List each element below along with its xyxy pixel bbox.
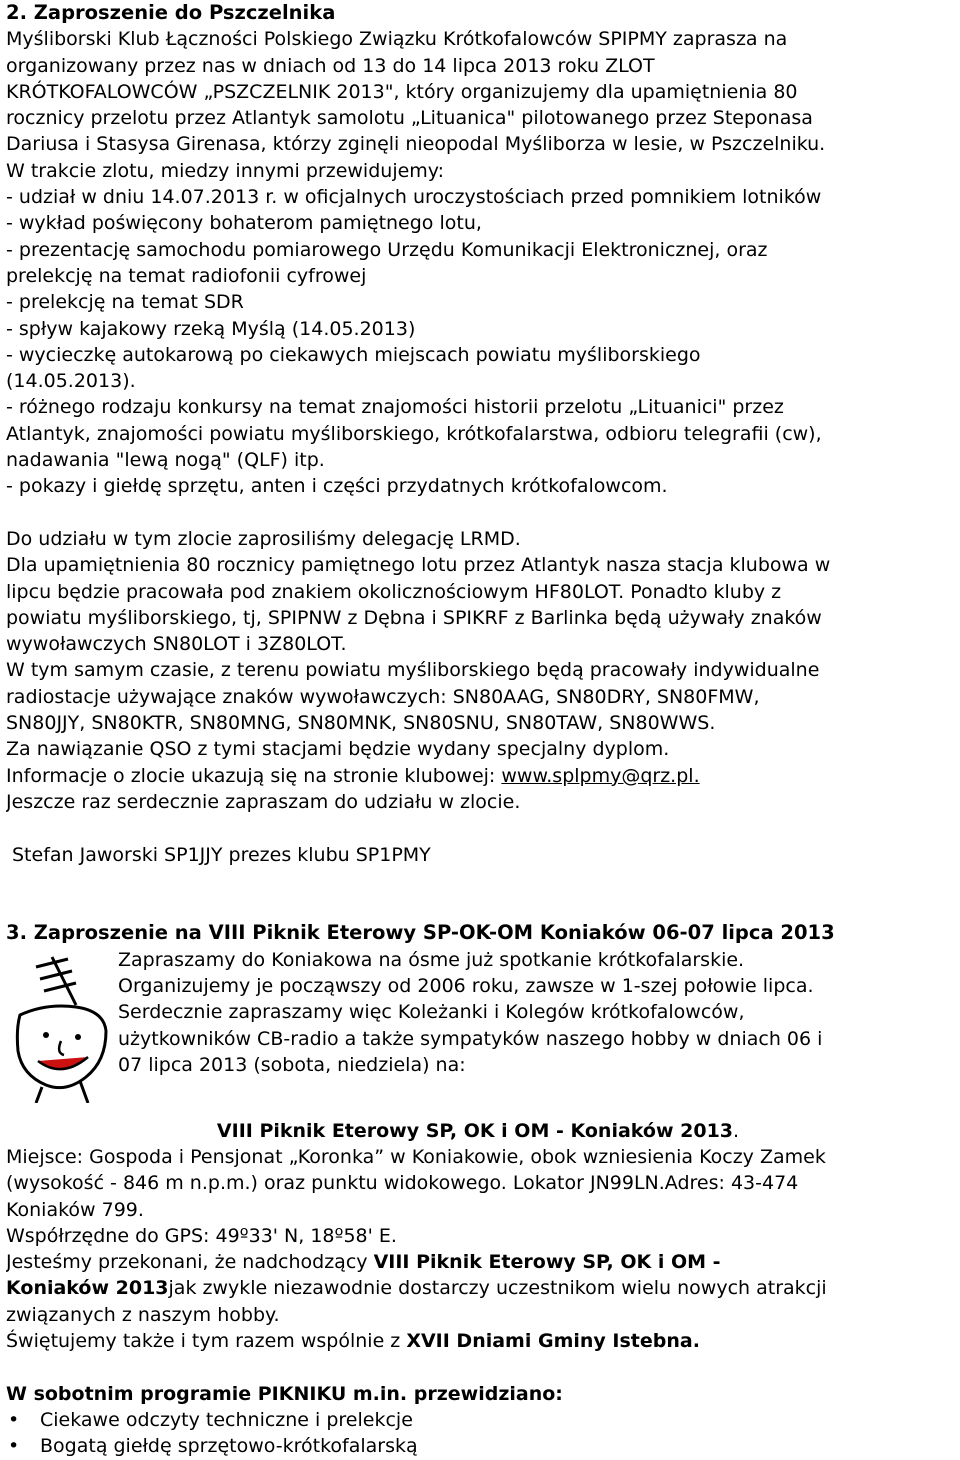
conviction-rest: jak zwykle niezawodnie dostarczy uczestnikom wielu nowych atrakcji	[168, 1277, 827, 1300]
spacer	[6, 868, 950, 894]
section-3-intro-text	[118, 947, 950, 1078]
section-2-heading: 2. Zaproszenie do Pszczelnika	[6, 1, 336, 24]
text-line: (14.05.2013).	[6, 370, 136, 393]
section-3-intro	[6, 947, 950, 1104]
conviction-line-1	[6, 1249, 950, 1275]
text-line: organizowany przez nas w dniach od 13 do 14 lipca 2013 roku ZLOT	[6, 54, 655, 77]
info-line	[6, 763, 950, 789]
celebrate-prefix: Świętujemy także i tym razem wspólnie z	[6, 1330, 407, 1353]
text-line: - różnego rodzaju konkursy na temat znajomości historii przelotu „Lituanici" przez	[6, 396, 784, 419]
celebrate-line	[6, 1328, 950, 1354]
conviction-prefix: Jesteśmy przekonani, że nadchodzący	[6, 1251, 374, 1274]
text-line: Atlantyk, znajomości powiatu myśliborskiego, krótkofalarstwa, odbioru telegrafii (cw),	[6, 422, 822, 445]
text-line: (wysokość - 846 m n.p.m.) oraz punktu widokowego. Lokator JN99LN.Adres: 43-474	[6, 1172, 799, 1195]
text-line: Koniaków 799.	[6, 1198, 144, 1221]
text-line: W trakcie zlotu, miedzy innymi przewidujemy:	[6, 159, 445, 182]
spacer	[6, 1354, 950, 1380]
text-line: Organizujemy je począwszy od 2006 roku, zawsze w 1-szej połowie lipca.	[118, 974, 814, 997]
conviction-bold-1: VIII Piknik Eterowy SP, OK i OM -	[373, 1251, 721, 1274]
text-line: - spływ kajakowy rzeką Myślą (14.05.2013)	[6, 317, 416, 340]
text-line: Dariusa i Stasysa Girenasa, którzy zginęli nieopodal Myśliborza w lesie, w Pszczelniku.	[6, 133, 826, 156]
text-line: Do udziału w tym zlocie zaprosiliśmy delegację LRMD.	[6, 527, 521, 550]
text-line: Myśliborski Klub Łączności Polskiego Związku Krótkofalowców SPIPMY zaprasza na	[6, 28, 788, 51]
conviction-line-2	[6, 1275, 950, 1301]
list-item	[6, 1433, 950, 1459]
text-line: - wycieczkę autokarową po ciekawych miejscach powiatu myśliborskiego	[6, 343, 701, 366]
text-line: lipcu będzie pracowała pod znakiem okolicznościowym HF80LOT. Ponadto kluby z	[6, 580, 782, 603]
text-line: Za nawiązanie QSO z tymi stacjami będzie wydany specjalny dyplom.	[6, 738, 670, 761]
text-line: - prelekcję na temat SDR	[6, 291, 244, 314]
text-line: użytkowników CB-radio a także sympatyków naszego hobby w dniach 06 i	[118, 1027, 823, 1050]
spacer	[6, 500, 950, 526]
section-2-body	[6, 26, 950, 499]
conviction-bold-2: Koniaków 2013	[6, 1277, 169, 1300]
text-line: rocznicy przelotu przez Atlantyk samolotu „Lituanica" pilotowanego przez Steponasa	[6, 107, 813, 130]
list-item-text: Bogatą giełdę sprzętowo-krótkofalarską	[40, 1435, 418, 1458]
spacer	[6, 815, 950, 841]
conviction-line-3: związanych z naszym hobby.	[6, 1303, 280, 1326]
event-title-suffix: .	[733, 1119, 740, 1142]
text-line: - udział w dniu 14.07.2013 r. w oficjalnych uroczystościach przed pomnikiem lotników	[6, 186, 822, 209]
text-line: Miejsce: Gospoda i Pensjonat „Koronka” w Koniakowie, obok wzniesienia Koczy Zamek	[6, 1145, 826, 1168]
text-line: Zapraszamy do Koniakowa na ósme już spotkanie krótkofalarskie.	[118, 948, 745, 971]
text-line: - wykład poświęcony bohaterom pamiętnego lotu,	[6, 212, 482, 235]
list-item-text: Ciekawe odczyty techniczne i prelekcje	[40, 1408, 413, 1431]
antenna-mascot-icon	[6, 953, 114, 1103]
text-line: SN80JJY, SN80KTR, SN80MNG, SN80MNK, SN80SNU, SN80TAW, SN80WWS.	[6, 712, 716, 735]
text-line: Serdecznie zapraszamy więc Koleżanki i Kolegów krótkofalowców,	[118, 1001, 745, 1024]
program-list	[6, 1407, 950, 1460]
signature: Stefan Jaworski SP1JJY prezes klubu SP1PMY	[12, 843, 431, 866]
section-3-heading: 3. Zaproszenie na VIII Piknik Eterowy SP-OK-OM Koniaków 06-07 lipca 2013	[6, 921, 835, 945]
event-title-text: VIII Piknik Eterowy SP, OK i OM - Koniaków 2013	[216, 1119, 734, 1142]
text-line: wywoławczych SN80LOT i 3Z80LOT.	[6, 633, 347, 656]
text-line: Dla upamiętnienia 80 rocznicy pamiętnego lotu przez Atlantyk nasza stacja klubowa w	[6, 554, 831, 577]
text-line: radiostacje używające znaków wywoławczych: SN80AAG, SN80DRY, SN80FMW,	[6, 685, 760, 708]
text-line: KRÓTKOFALOWCÓW „PSZCZELNIK 2013", który organizujemy dla upamiętnienia 80	[6, 80, 798, 103]
text-line: Współrzędne do GPS: 49º33' N, 18º58' E.	[6, 1224, 397, 1247]
spacer	[6, 894, 950, 920]
closing-line: Jeszcze raz serdecznie zapraszam do udziału w zlocie.	[6, 790, 521, 813]
event-title	[6, 1104, 950, 1144]
bullet-icon: •	[8, 1408, 20, 1431]
section-2-body-2	[6, 526, 950, 815]
celebrate-bold: XVII Dniami Gminy Istebna.	[406, 1330, 700, 1353]
club-website-link[interactable]: www.splpmy@qrz.pl.	[501, 764, 700, 787]
list-item	[6, 1407, 950, 1433]
text-line: - pokazy i giełdę sprzętu, anten i części przydatnych krótkofalowcom.	[6, 475, 668, 498]
bullet-icon: •	[8, 1435, 20, 1458]
text-line: W tym samym czasie, z terenu powiatu myśliborskiego będą pracowały indywidualne	[6, 659, 820, 682]
text-line: 07 lipca 2013 (sobota, niedziela) na:	[118, 1053, 466, 1076]
info-prefix: Informacje o zlocie ukazują się na stronie klubowej:	[6, 764, 502, 787]
text-line: - prezentację samochodu pomiarowego Urzędu Komunikacji Elektronicznej, oraz	[6, 238, 768, 261]
text-line: powiatu myśliborskiego, tj, SPIPNW z Dębna i SPIKRF z Barlinka będą używały znaków	[6, 606, 822, 629]
program-heading: W sobotnim programie PIKNIKU m.in. przewidziano:	[6, 1382, 563, 1405]
text-line: nadawania "lewą nogą" (QLF) itp.	[6, 449, 325, 472]
text-line: prelekcję na temat radiofonii cyfrowej	[6, 264, 367, 287]
